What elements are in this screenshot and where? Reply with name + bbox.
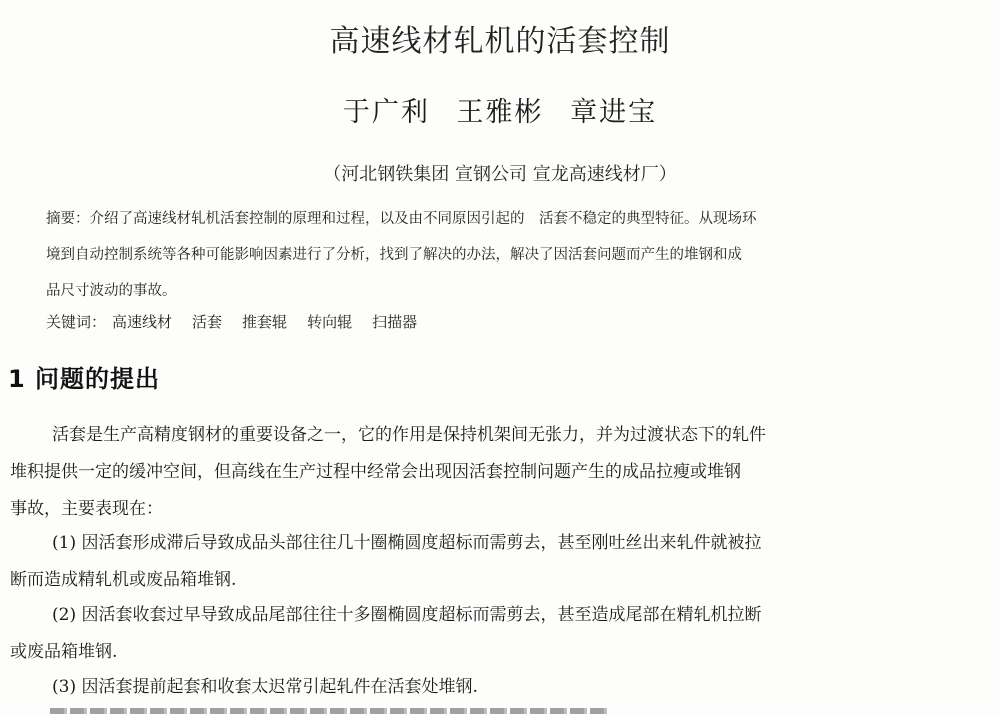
keywords — [46, 311, 946, 332]
paper-title: 高速线材轧机的活套控制 — [329, 24, 671, 59]
paragraph-line: 断而造成精轧机或废品箱堆钢. — [10, 570, 237, 590]
abstract-line: 品尺寸波动的事故。 — [46, 283, 177, 299]
cropped-text-fragment — [50, 704, 610, 714]
body-paragraph — [10, 417, 940, 528]
paragraph-line: (3) 因活套提前起套和收套太迟常引起轧件在活套处堆钢. — [52, 677, 478, 697]
body-paragraph — [10, 669, 940, 706]
paragraph-line: (1) 因活套形成滞后导致成品头部往往几十圈椭圆度超标而需剪去，甚至刚吐丝出来轧件就被拉 — [52, 533, 762, 553]
keyword: 高速线材 — [112, 313, 173, 331]
paragraph-line: 堆积提供一定的缓冲空间，但高线在生产过程中经常会出现因活套控制问题产生的成品拉瘦或堆钢 — [10, 462, 741, 482]
keyword: 推套辊 — [242, 313, 288, 331]
abstract-line: 境到自动控制系统等各种可能影响因素进行了分析，找到了解决的办法，解决了因活套问题而产生的堆钢和成 — [46, 247, 742, 263]
keyword: 转向辊 — [307, 313, 353, 331]
keywords-label: 关键词： — [46, 313, 107, 331]
author-name: 于广利 — [342, 97, 430, 128]
author-name: 章进宝 — [570, 97, 658, 128]
abstract — [46, 201, 946, 309]
keyword: 扫描器 — [372, 313, 418, 331]
body-paragraph — [10, 597, 940, 671]
keyword: 活套 — [192, 313, 223, 331]
author-affiliation: （河北钢铁集团 宣钢公司 宣龙高速线材厂） — [323, 164, 677, 185]
paragraph-line: 活套是生产高精度钢材的重要设备之一，它的作用是保持机架间无张力，并为过渡状态下的轧件 — [52, 425, 766, 445]
author-list — [0, 90, 1000, 129]
paragraph-line: (2) 因活套收套过早导致成品尾部往往十多圈椭圆度超标而需剪去，甚至造成尾部在精轧机拉断 — [52, 605, 762, 625]
paragraph-line: 事故，主要表现在： — [10, 499, 163, 519]
section-heading: 1 问题的提出 — [8, 365, 161, 393]
author-name: 王雅彬 — [456, 97, 544, 128]
paragraph-line: 或废品箱堆钢. — [10, 642, 118, 662]
abstract-line: 摘要：介绍了高速线材轧机活套控制的原理和过程，以及由不同原因引起的 活套不稳定的典型特征。从现场环 — [46, 211, 757, 227]
body-paragraph — [10, 525, 940, 599]
